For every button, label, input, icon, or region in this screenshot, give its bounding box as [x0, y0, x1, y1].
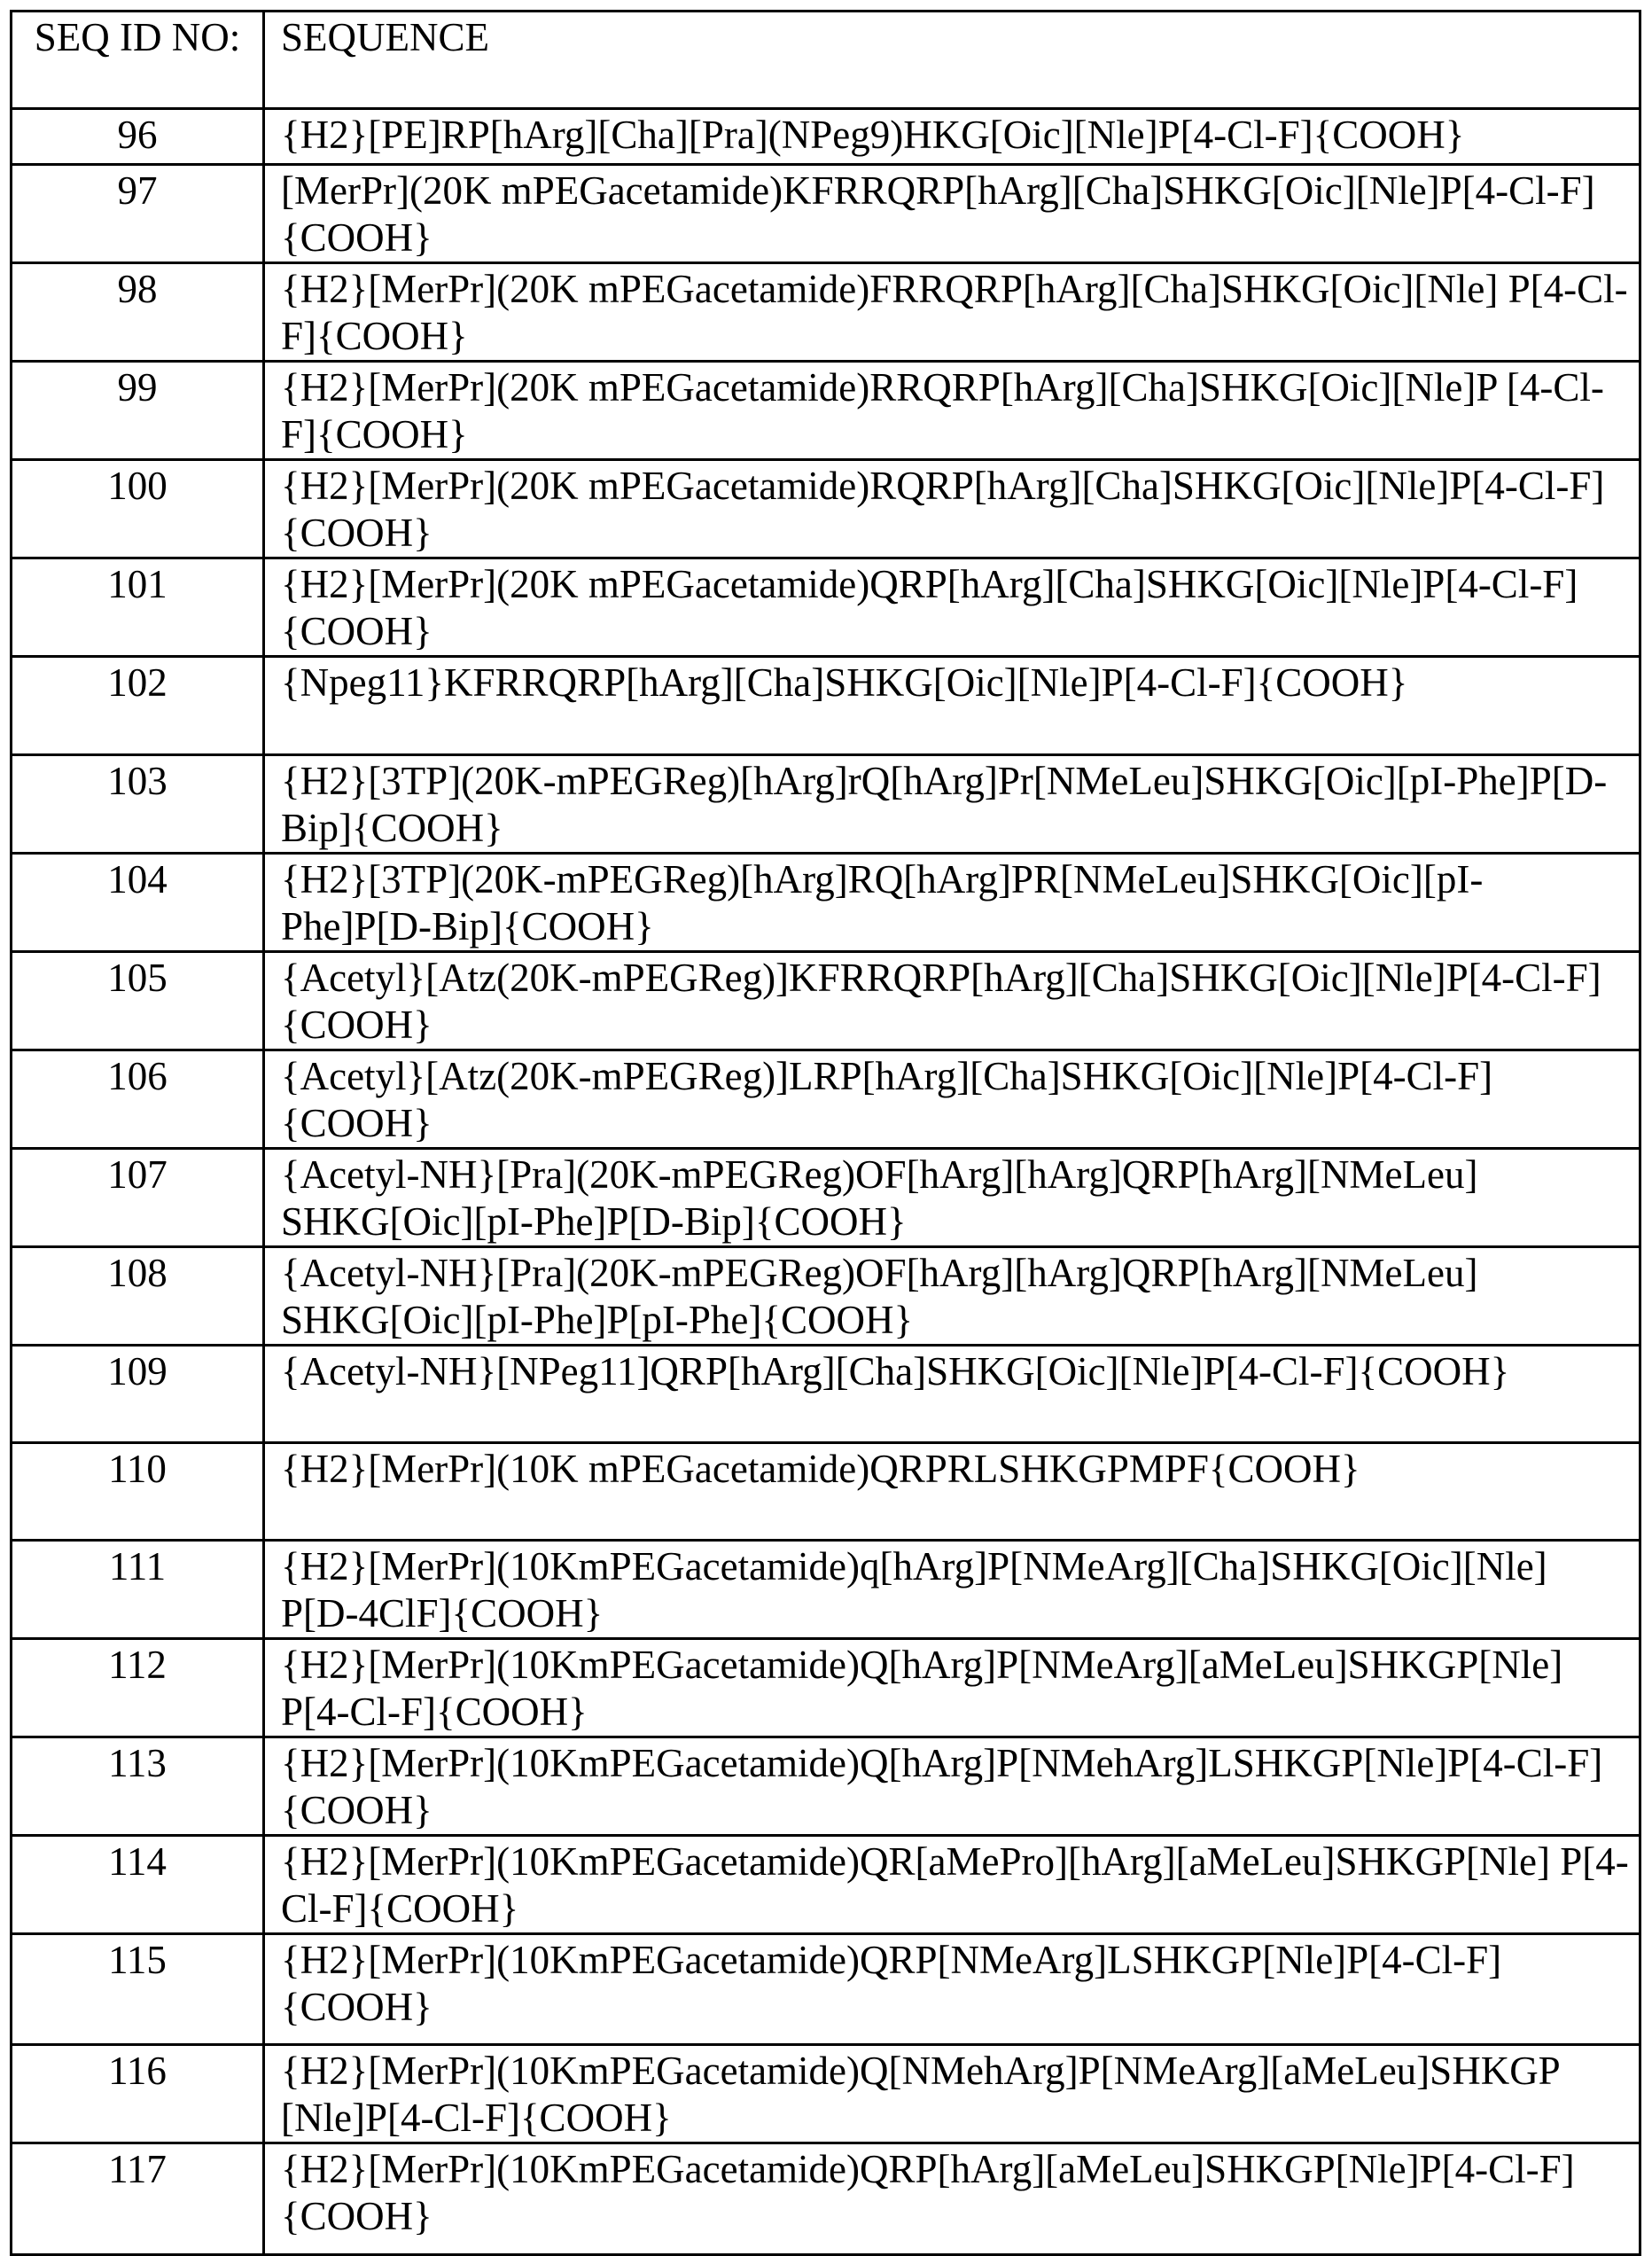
seq-id-cell: 104 — [12, 854, 264, 952]
sequence-cell: {H2}[MerPr](20K mPEGacetamide)QRP[hArg][Cha]SHKG[Oic][Nle]P[4-Cl-F]{COOH} — [264, 558, 1640, 657]
seq-id-cell: 101 — [12, 558, 264, 657]
seq-id-cell: 97 — [12, 165, 264, 263]
table-row — [12, 460, 1640, 558]
sequence-cell: {H2}[MerPr](10KmPEGacetamide)QRP[hArg][aMeLeu]SHKGP[Nle]P[4-Cl-F]{COOH} — [264, 2143, 1640, 2255]
sequence-cell: {H2}[MerPr](10KmPEGacetamide)Q[NMehArg]P[NMeArg][aMeLeu]SHKGP [Nle]P[4-Cl-F]{COOH} — [264, 2045, 1640, 2143]
sequence-cell: {Acetyl-NH}[Pra](20K-mPEGReg)OF[hArg][hArg]QRP[hArg][NMeLeu] SHKG[Oic][pI-Phe]P[D-Bip]{COOH} — [264, 1149, 1640, 1247]
table-row — [12, 2143, 1640, 2255]
sequence-cell: {H2}[MerPr](10KmPEGacetamide)Q[hArg]P[NMehArg]LSHKGP[Nle]P[4-Cl-F]{COOH} — [264, 1737, 1640, 1836]
table-body — [12, 109, 1640, 2255]
seq-id-cell: 102 — [12, 657, 264, 755]
table-row — [12, 755, 1640, 854]
sequence-table — [10, 10, 1641, 2256]
seq-id-cell: 106 — [12, 1050, 264, 1149]
sequence-cell: {H2}[MerPr](20K mPEGacetamide)FRRQRP[hArg][Cha]SHKG[Oic][Nle] P[4-Cl-F]{COOH} — [264, 263, 1640, 362]
sequence-cell: {H2}[3TP](20K-mPEGReg)[hArg]RQ[hArg]PR[NMeLeu]SHKG[Oic][pI-Phe]P[D-Bip]{COOH} — [264, 854, 1640, 952]
table-row — [12, 1443, 1640, 1541]
seq-id-cell: 114 — [12, 1836, 264, 1934]
seq-id-cell: 111 — [12, 1541, 264, 1639]
sequence-cell: {H2}[PE]RP[hArg][Cha][Pra](NPeg9)HKG[Oic][Nle]P[4-Cl-F]{COOH} — [264, 109, 1640, 165]
sequence-cell: {H2}[MerPr](10K mPEGacetamide)QRPRLSHKGPMPF{COOH} — [264, 1443, 1640, 1541]
sequence-cell: {H2}[MerPr](10KmPEGacetamide)QR[aMePro][hArg][aMeLeu]SHKGP[Nle] P[4-Cl-F]{COOH} — [264, 1836, 1640, 1934]
table-row — [12, 1737, 1640, 1836]
table-row — [12, 558, 1640, 657]
table-row — [12, 362, 1640, 460]
header-row — [12, 12, 1640, 109]
seq-id-cell: 103 — [12, 755, 264, 854]
seq-id-cell: 112 — [12, 1639, 264, 1737]
header-seq-id: SEQ ID NO: — [12, 12, 264, 109]
sequence-cell: {Npeg11}KFRRQRP[hArg][Cha]SHKG[Oic][Nle]P[4-Cl-F]{COOH} — [264, 657, 1640, 755]
seq-id-cell: 98 — [12, 263, 264, 362]
table-row — [12, 1346, 1640, 1443]
sequence-cell: {H2}[MerPr](10KmPEGacetamide)Q[hArg]P[NMeArg][aMeLeu]SHKGP[Nle] P[4-Cl-F]{COOH} — [264, 1639, 1640, 1737]
table-row — [12, 1934, 1640, 2045]
sequence-cell: {H2}[MerPr](20K mPEGacetamide)RRQRP[hArg][Cha]SHKG[Oic][Nle]P [4-Cl-F]{COOH} — [264, 362, 1640, 460]
table-row — [12, 1050, 1640, 1149]
sequence-cell: {Acetyl-NH}[Pra](20K-mPEGReg)OF[hArg][hArg]QRP[hArg][NMeLeu] SHKG[Oic][pI-Phe]P[pI-Phe]{COOH} — [264, 1247, 1640, 1346]
seq-id-cell: 115 — [12, 1934, 264, 2045]
sequence-cell: {H2}[MerPr](20K mPEGacetamide)RQRP[hArg][Cha]SHKG[Oic][Nle]P[4-Cl-F]{COOH} — [264, 460, 1640, 558]
sequence-cell: {Acetyl-NH}[NPeg11]QRP[hArg][Cha]SHKG[Oic][Nle]P[4-Cl-F]{COOH} — [264, 1346, 1640, 1443]
header-sequence: SEQUENCE — [264, 12, 1640, 109]
sequence-cell: {Acetyl}[Atz(20K-mPEGReg)]KFRRQRP[hArg][Cha]SHKG[Oic][Nle]P[4-Cl-F]{COOH} — [264, 952, 1640, 1050]
sequence-cell: [MerPr](20K mPEGacetamide)KFRRQRP[hArg][Cha]SHKG[Oic][Nle]P[4-Cl-F]{COOH} — [264, 165, 1640, 263]
seq-id-cell: 105 — [12, 952, 264, 1050]
sequence-cell: {H2}[MerPr](10KmPEGacetamide)q[hArg]P[NMeArg][Cha]SHKG[Oic][Nle] P[D-4ClF]{COOH} — [264, 1541, 1640, 1639]
table-row — [12, 854, 1640, 952]
seq-id-cell: 113 — [12, 1737, 264, 1836]
sequence-cell: {H2}[3TP](20K-mPEGReg)[hArg]rQ[hArg]Pr[NMeLeu]SHKG[Oic][pI-Phe]P[D-Bip]{COOH} — [264, 755, 1640, 854]
table-row — [12, 165, 1640, 263]
sequence-cell: {H2}[MerPr](10KmPEGacetamide)QRP[NMeArg]LSHKGP[Nle]P[4-Cl-F] {COOH} — [264, 1934, 1640, 2045]
sequence-cell: {Acetyl}[Atz(20K-mPEGReg)]LRP[hArg][Cha]SHKG[Oic][Nle]P[4-Cl-F] {COOH} — [264, 1050, 1640, 1149]
seq-id-cell: 107 — [12, 1149, 264, 1247]
table-row — [12, 2045, 1640, 2143]
seq-id-cell: 109 — [12, 1346, 264, 1443]
table-row — [12, 1149, 1640, 1247]
seq-id-cell: 116 — [12, 2045, 264, 2143]
table-row — [12, 109, 1640, 165]
seq-id-cell: 100 — [12, 460, 264, 558]
table-row — [12, 1836, 1640, 1934]
table-row — [12, 263, 1640, 362]
table-row — [12, 1639, 1640, 1737]
seq-id-cell: 117 — [12, 2143, 264, 2255]
seq-id-cell: 96 — [12, 109, 264, 165]
seq-id-cell: 108 — [12, 1247, 264, 1346]
table-row — [12, 1541, 1640, 1639]
table-row — [12, 1247, 1640, 1346]
seq-id-cell: 99 — [12, 362, 264, 460]
table-row — [12, 657, 1640, 755]
table-row — [12, 952, 1640, 1050]
seq-id-cell: 110 — [12, 1443, 264, 1541]
